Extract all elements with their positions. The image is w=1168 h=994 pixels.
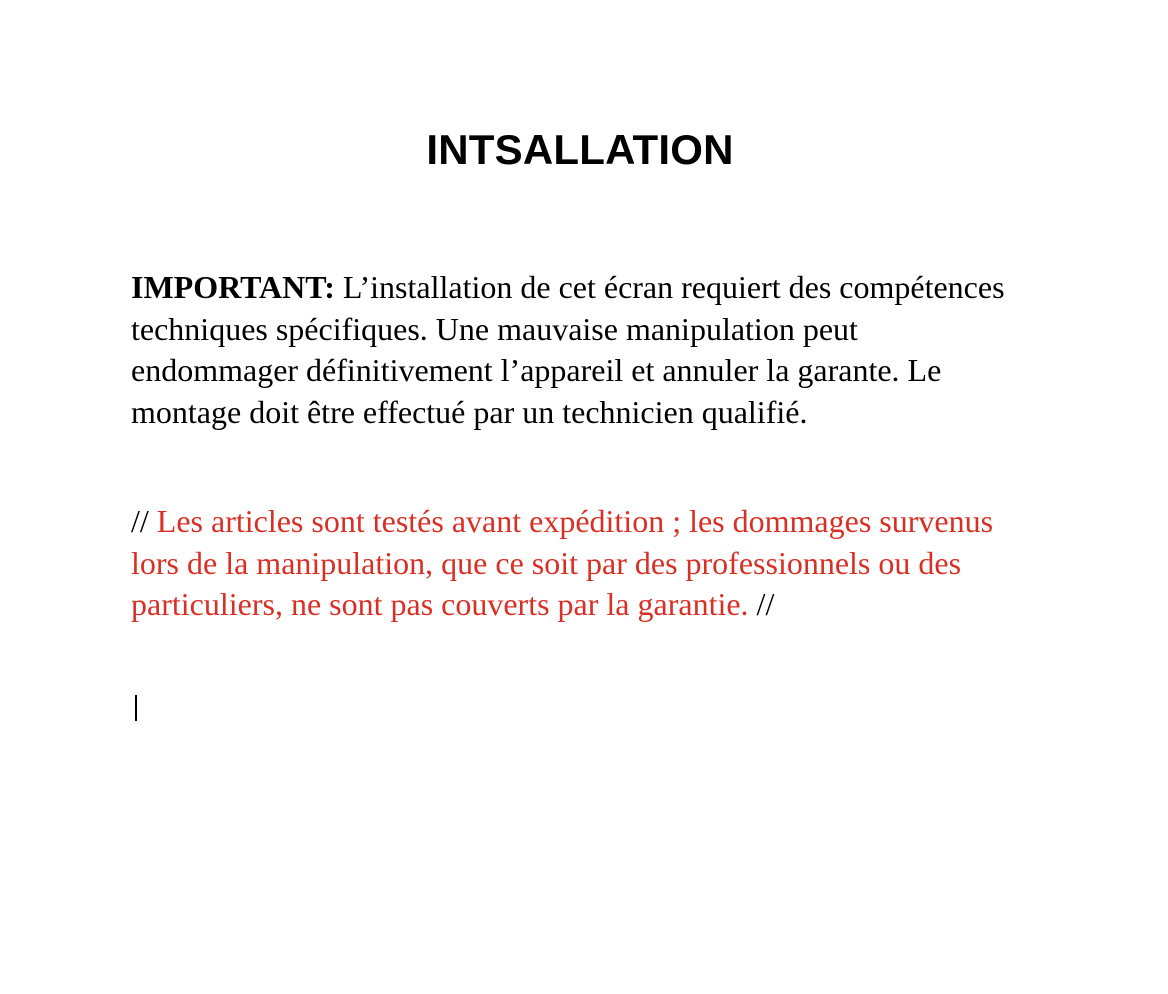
important-label: IMPORTANT:: [131, 269, 335, 305]
important-notice-text: L’installation de cet écran requiert des compétences techniques spécifiques. Une mauvaise manipulation peut endommager définitivement l’appareil et annuler la garante. Le montage doit être effectué par un technicien qualifié.: [131, 269, 1005, 430]
warranty-paragraph[interactable]: [131, 501, 1021, 626]
document-title[interactable]: INTSALLATION: [426, 126, 734, 173]
warranty-text: Les articles sont testés avant expédition ; les dommages survenus lors de la manipulation, que ce soit par des professionnels ou des particuliers, ne sont pas couverts par la garantie.: [131, 503, 994, 622]
warranty-prefix: //: [131, 503, 157, 539]
text-cursor: [135, 695, 137, 721]
warranty-suffix: //: [748, 586, 775, 622]
important-notice-paragraph[interactable]: [131, 267, 1021, 433]
